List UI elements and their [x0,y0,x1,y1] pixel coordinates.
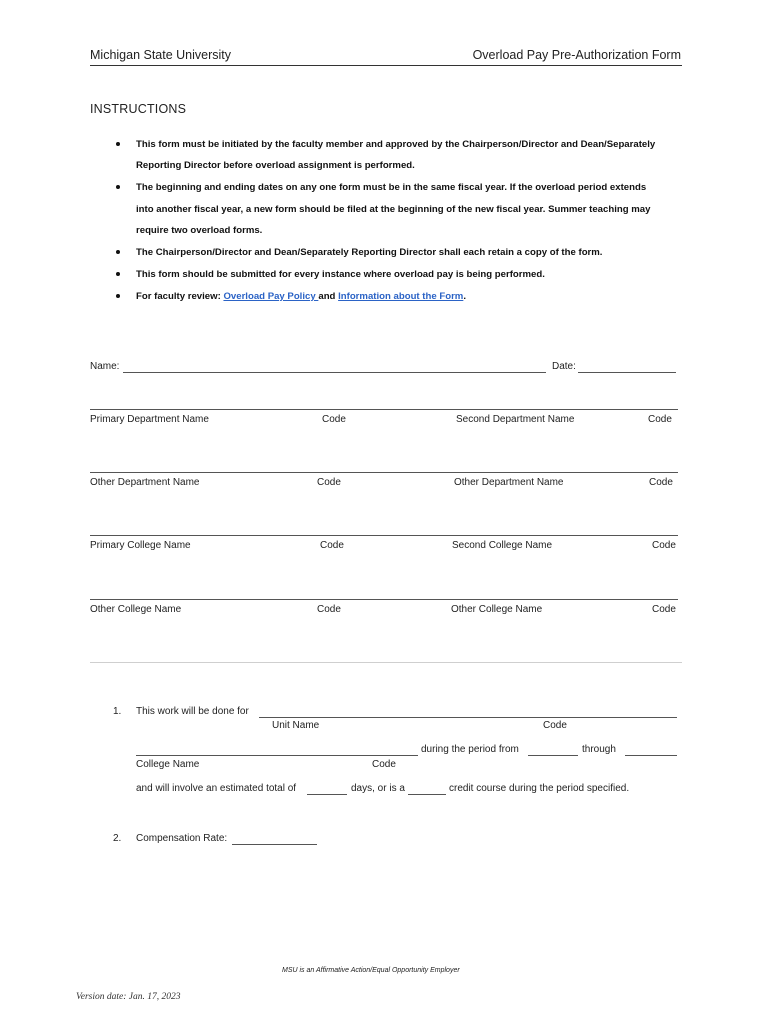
second-college-code-label: Code [652,540,676,551]
department-line-2[interactable] [90,472,678,473]
q2-number: 2. [113,833,122,844]
period-text: during the period from [421,744,519,755]
primary-college-label: Primary College Name [90,540,191,551]
unit-name-label: Unit Name [272,720,320,731]
second-department-code-label: Code [648,414,672,425]
period-through-input-line[interactable] [625,755,677,756]
estimate-text-b: days, or is a [351,783,405,794]
estimate-text-c: credit course during the period specified. [449,783,630,794]
date-input-line[interactable] [578,372,676,373]
header-university: Michigan State University [90,48,232,62]
form-information-link[interactable]: Information about the Form [338,291,464,302]
bullet-icon [116,185,120,189]
instruction-1-line-2: Reporting Director before overload assignment is performed. [136,160,415,171]
other-college-code-label-2: Code [652,604,676,615]
college-name-input-line[interactable] [136,755,418,756]
through-text: through [582,744,616,755]
bullet-icon [116,294,120,298]
bullet-icon [116,272,120,276]
department-line-1[interactable] [90,409,678,410]
college-line-2[interactable] [90,599,678,600]
period-from-input-line[interactable] [528,755,578,756]
instruction-5-suffix: . [463,291,467,302]
other-college-label-2: Other College Name [451,604,543,615]
days-input-line[interactable] [307,794,347,795]
q2-text: Compensation Rate: [136,833,228,844]
instruction-2-line-1: The beginning and ending dates on any one form must be in the same fiscal year. If the overload period extends [136,182,647,193]
other-college-code-label: Code [317,604,341,615]
instruction-2-line-2: into another fiscal year, a new form should be filed at the beginning of the new fiscal year. Summer teaching may [136,204,651,215]
estimate-text-a: and will involve an estimated total of [136,783,297,794]
compensation-rate-input-line[interactable] [232,844,317,845]
other-department-label-2: Other Department Name [454,477,564,488]
primary-department-label: Primary Department Name [90,414,209,425]
unit-code-label: Code [543,720,567,731]
college-code-label: Code [372,759,396,770]
overload-pay-policy-link[interactable]: Overload Pay Policy [223,291,319,302]
header-form-title: Overload Pay Pre-Authorization Form [472,48,681,62]
other-college-label: Other College Name [90,604,182,615]
second-college-label: Second College Name [452,540,553,551]
eeo-statement: MSU is an Affirmative Action/Equal Opportunity Employer [282,967,460,974]
instruction-5-prefix: For faculty review: [136,291,224,302]
name-input-line[interactable] [123,372,546,373]
section-divider [90,662,682,663]
header-rule [90,65,682,66]
q1-number: 1. [113,706,122,717]
q1-text: This work will be done for [136,706,249,717]
instruction-5-mid: and [318,291,339,302]
other-department-code-label: Code [317,477,341,488]
instruction-4: This form should be submitted for every instance where overload pay is being performed. [136,269,545,280]
second-department-label: Second Department Name [456,414,575,425]
bullet-icon [116,142,120,146]
version-date: Version date: Jan. 17, 2023 [76,992,181,1002]
date-label: Date: [552,361,576,372]
primary-department-code-label: Code [322,414,346,425]
instruction-5 [136,291,466,302]
instruction-2-line-3: require two overload forms. [136,225,263,236]
name-label: Name: [90,361,120,372]
instructions-title: INSTRUCTIONS [90,102,187,116]
instruction-1-line-1: This form must be initiated by the faculty member and approved by the Chairperson/Director and Dean/Separately [136,139,656,150]
unit-name-input-line[interactable] [259,717,677,718]
other-department-code-label-2: Code [649,477,673,488]
college-line-1[interactable] [90,535,678,536]
other-department-label: Other Department Name [90,477,200,488]
instruction-3: The Chairperson/Director and Dean/Separately Reporting Director shall each retain a copy of the form. [136,247,603,258]
credit-input-line[interactable] [408,794,446,795]
bullet-icon [116,250,120,254]
college-name-label: College Name [136,759,200,770]
primary-college-code-label: Code [320,540,344,551]
